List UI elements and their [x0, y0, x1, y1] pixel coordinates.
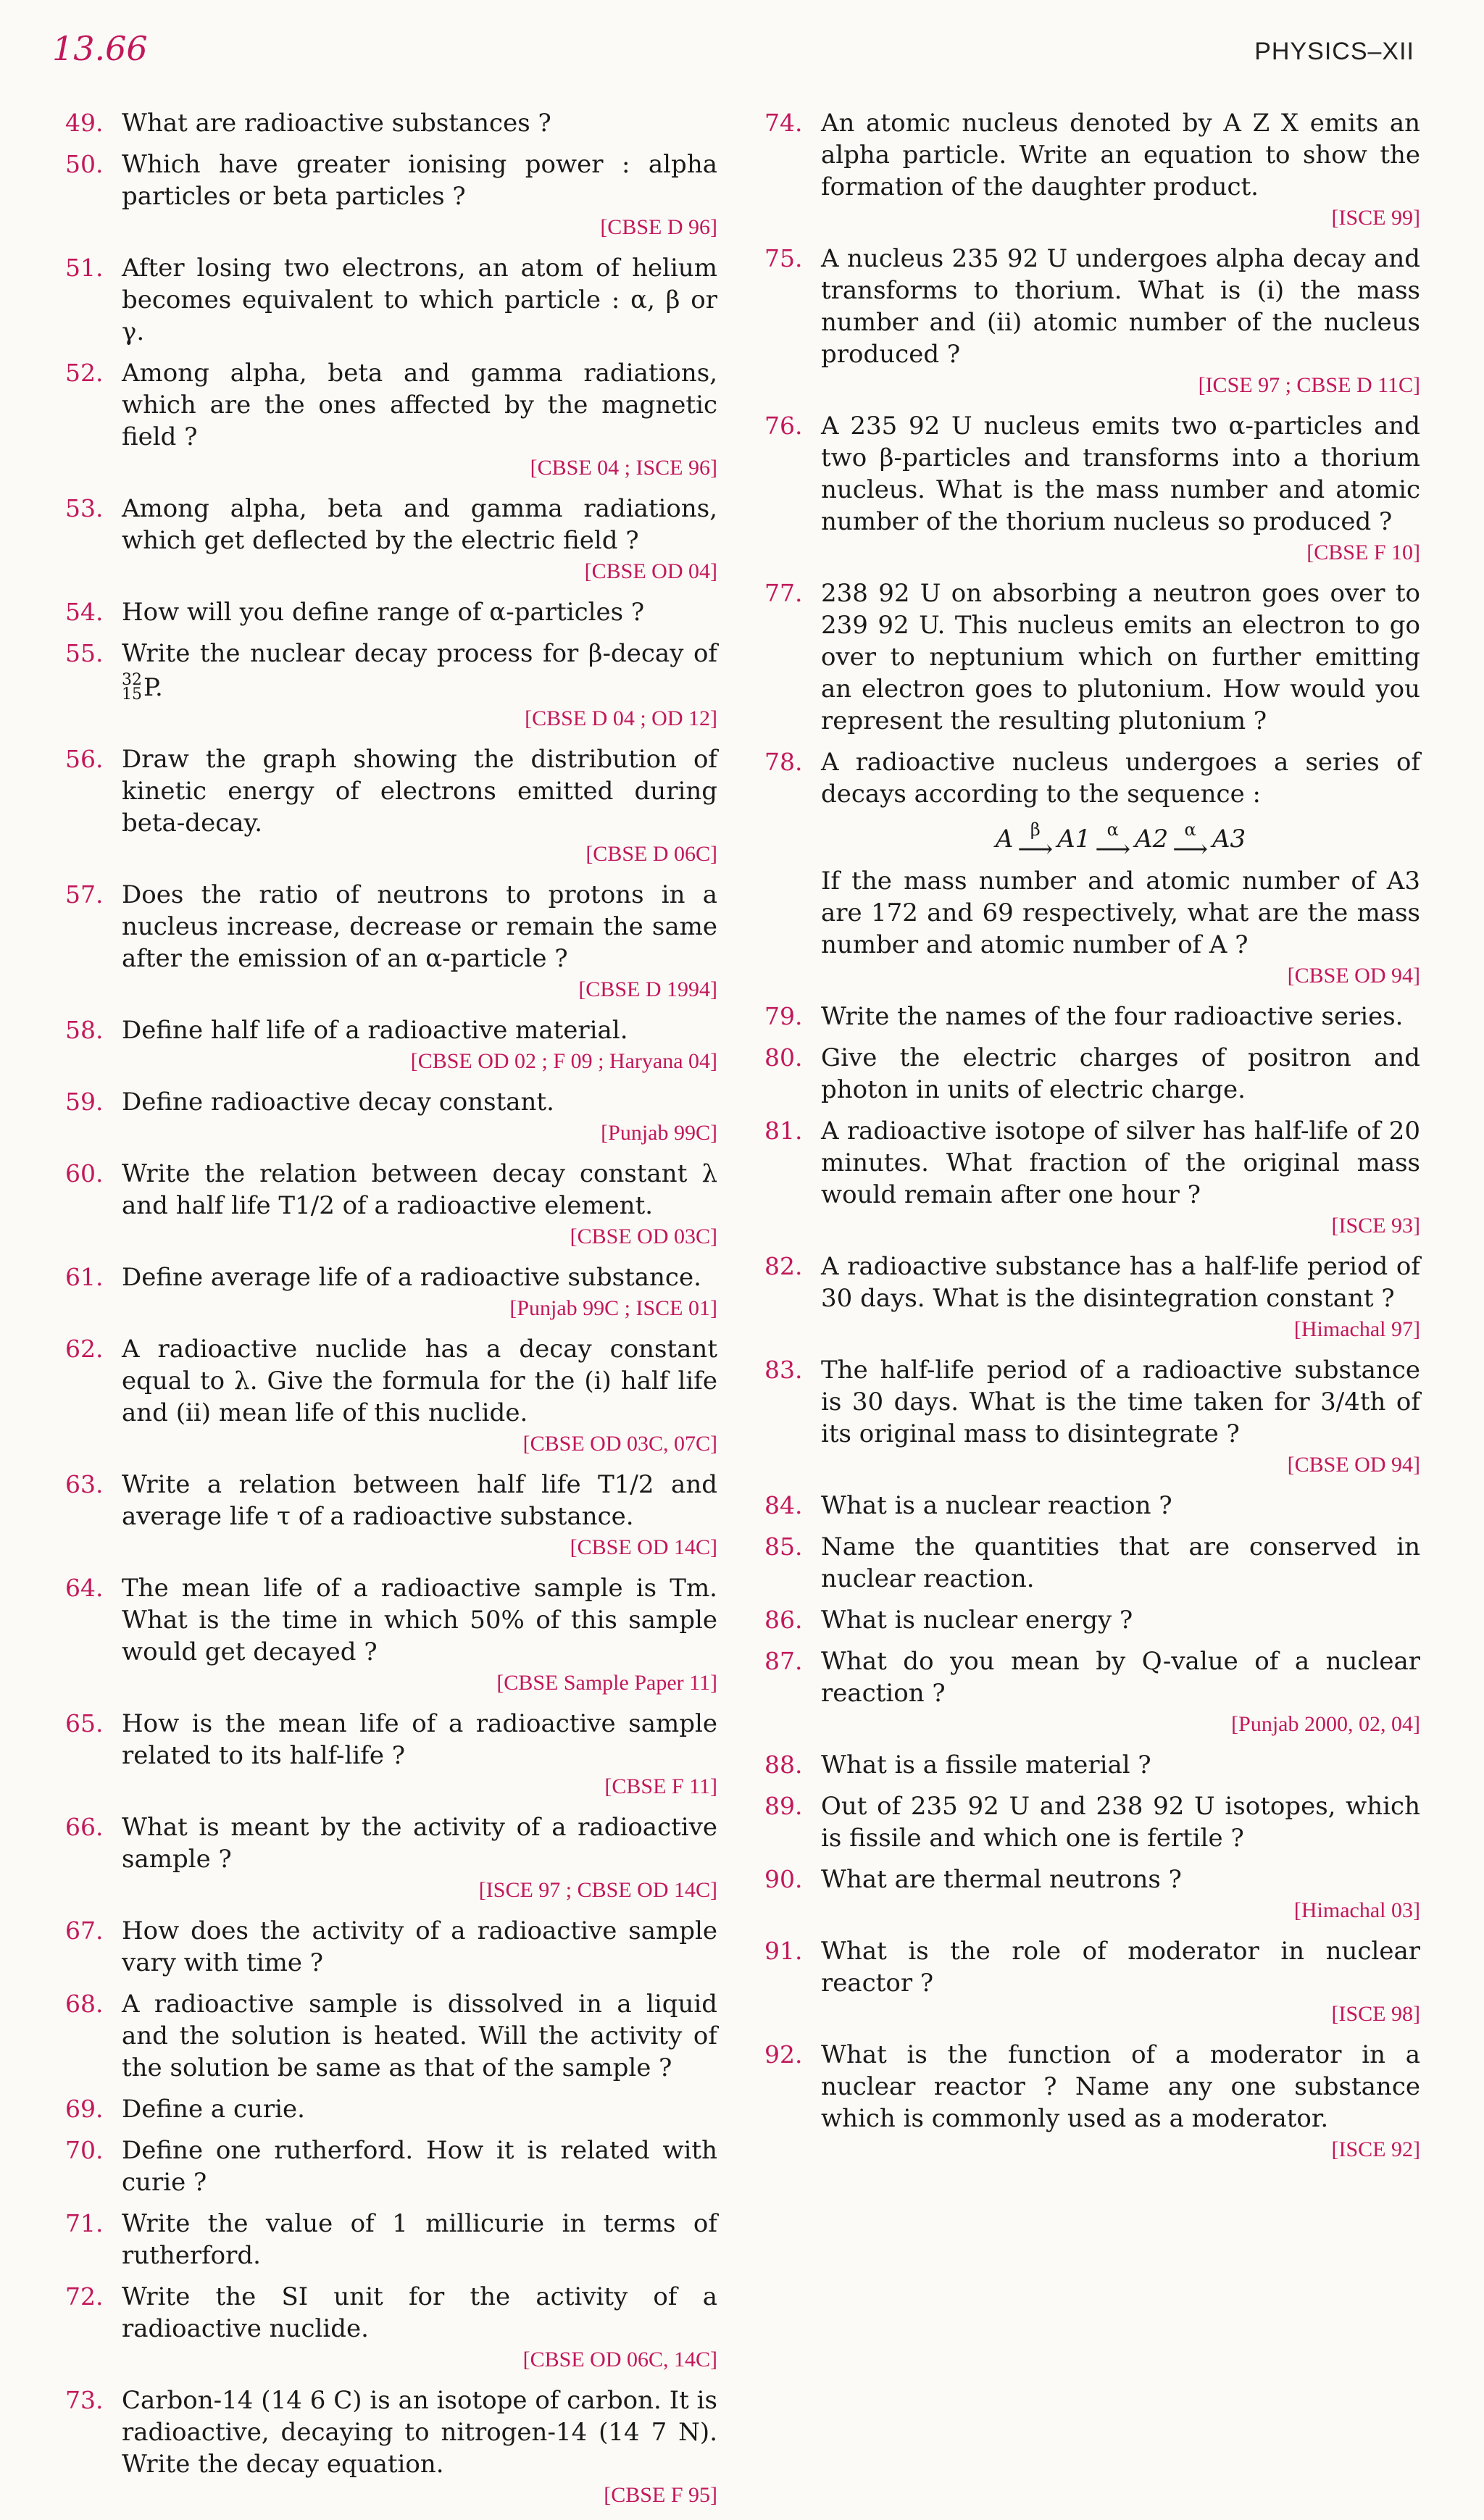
source-reference: [ICSE 97 ; CBSE D 11C]: [1198, 373, 1420, 397]
source-reference: [CBSE OD 94]: [1287, 1453, 1420, 1477]
question-number: 84.: [764, 1491, 803, 1519]
decay-sequence: [821, 817, 1420, 864]
question-item: [764, 2039, 1420, 2165]
book-title: PHYSICS–XII: [1254, 38, 1414, 65]
question-text: [122, 493, 717, 587]
question-item: [65, 879, 717, 1005]
source-reference: [CBSE D 06C]: [585, 842, 717, 866]
question-item: [764, 107, 1420, 233]
question-text: [122, 743, 717, 869]
question-number: 76.: [764, 412, 803, 440]
question-text: [122, 1158, 717, 1252]
question-item: [764, 1749, 1420, 1781]
question-body: Among alpha, beta and gamma radiations, which get deflected by the electric field ?: [122, 494, 717, 555]
question-body: The half-life period of a radioactive substance is 30 days. What is the time taken for 3/4th of its original mass to disintegrate ?: [821, 1356, 1420, 1448]
question-body: A radioactive nucleus undergoes a series of decays according to the sequence :: [821, 748, 1420, 809]
question-text: [821, 1251, 1420, 1345]
source-reference: [CBSE Sample Paper 11]: [496, 1671, 717, 1695]
question-body: Define average life of a radioactive substance.: [122, 1263, 701, 1292]
question-number: 87.: [764, 1647, 803, 1675]
question-text: [821, 1749, 1420, 1781]
nucleus-label: A: [995, 825, 1014, 854]
mass-number: 32: [122, 671, 142, 689]
question-body: A radioactive isotope of silver has half-life of 20 minutes. What fraction of the original mass would remain after one hour ?: [821, 1117, 1420, 1209]
question-item: [764, 1531, 1420, 1595]
question-item: [65, 1261, 717, 1324]
question-number: 69.: [65, 2095, 104, 2123]
question-number: 81.: [764, 1117, 803, 1145]
decay-type-label: α: [1184, 819, 1196, 840]
question-body: Define radioactive decay constant.: [122, 1088, 554, 1117]
question-body: A radioactive nuclide has a decay constant equal to λ. Give the formula for the (i) half life and (ii) mean life of this nuclide.: [122, 1335, 717, 1427]
question-text: [122, 1572, 717, 1698]
source-reference: [CBSE OD 06C, 14C]: [522, 2348, 717, 2371]
question-text: [821, 577, 1420, 737]
source-reference: [ISCE 93]: [1331, 1214, 1420, 1238]
element-symbol: P.: [143, 673, 163, 702]
question-item: [764, 577, 1420, 737]
question-body: What is the function of a moderator in a nuclear reactor ? Name any one substance which is commonly used as a moderator.: [821, 2040, 1420, 2133]
question-body: What is nuclear energy ?: [821, 1606, 1133, 1635]
question-body: The mean life of a radioactive sample is Tm. What is the time in which 50% of this sample would get decayed ?: [122, 1574, 717, 1666]
question-text: [122, 2135, 717, 2198]
question-text: [821, 1490, 1420, 1522]
question-item: [764, 1490, 1420, 1522]
question-item: [764, 1251, 1420, 1345]
question-item: [65, 596, 717, 628]
question-body: Does the ratio of neutrons to protons in a nucleus increase, decrease or remain the same after the emission of an α-particle ?: [122, 880, 717, 973]
question-text: [122, 638, 717, 734]
question-body: Carbon-14 (14 6 C) is an isotope of carbon. It is radioactive, decaying to nitrogen-14 (14 7 N). Write the decay equation.: [122, 2386, 717, 2479]
question-number: 55.: [65, 639, 104, 667]
source-reference: [CBSE OD 04]: [584, 559, 717, 583]
question-body: Write the nuclear decay process for β-decay of: [122, 639, 717, 668]
question-number: 54.: [65, 598, 104, 626]
question-item: [764, 1604, 1420, 1636]
question-text: [122, 1086, 717, 1148]
question-number: 53.: [65, 494, 104, 522]
question-text: [122, 1708, 717, 1802]
question-item: [65, 1572, 717, 1698]
question-number: 83.: [764, 1356, 803, 1384]
source-reference: [CBSE F 10]: [1306, 541, 1420, 564]
question-body: How will you define range of α-particles ?: [122, 598, 645, 627]
question-text: [122, 2385, 717, 2511]
question-body: A 235 92 U nucleus emits two α-particles and two β-particles and transforms into a thorium nucleus. What is the mass number and atomic number of the thorium nucleus so produced ?: [821, 412, 1420, 536]
question-number: 82.: [764, 1252, 803, 1280]
source-reference: [ISCE 99]: [1331, 206, 1420, 230]
question-text: [821, 1001, 1420, 1032]
question-text: [122, 2208, 717, 2271]
question-number: 74.: [764, 109, 803, 137]
question-body: Which have greater ionising power : alpha particles or beta particles ?: [122, 150, 717, 211]
question-item: [764, 1935, 1420, 2029]
question-item: [65, 149, 717, 243]
arrow-icon: ⟶: [1172, 835, 1208, 864]
nuclide-numbers: [122, 673, 142, 702]
question-body: What do you mean by Q-value of a nuclear reaction ?: [821, 1647, 1420, 1708]
question-text: [122, 107, 717, 139]
question-body: What is the role of moderator in nuclear reactor ?: [821, 1937, 1420, 1998]
question-number: 90.: [764, 1865, 803, 1893]
question-item: [65, 2281, 717, 2375]
question-body: 238 92 U on absorbing a neutron goes over to 239 92 U. This nucleus emits an electron to go over to neptunium which on further emitting an electron goes to plutonium. How would you represent the resulting plutonium ?: [821, 579, 1420, 735]
question-text: [821, 746, 1420, 991]
source-reference: [Punjab 99C]: [601, 1121, 717, 1145]
question-text: [821, 1935, 1420, 2029]
question-item: [65, 2135, 717, 2198]
nuclide-symbol: [122, 670, 163, 704]
question-text: [122, 252, 717, 348]
question-body: What is a nuclear reaction ?: [821, 1491, 1172, 1520]
source-reference: [CBSE OD 14C]: [570, 1535, 717, 1559]
source-reference: [CBSE D 1994]: [578, 977, 717, 1001]
question-text: [821, 2039, 1420, 2165]
question-body: Define a curie.: [122, 2095, 305, 2124]
question-item: [65, 107, 717, 139]
question-item: [764, 1115, 1420, 1241]
question-number: 68.: [65, 1990, 104, 2018]
question-body: Define half life of a radioactive material.: [122, 1016, 628, 1045]
question-text: [122, 149, 717, 243]
question-number: 57.: [65, 880, 104, 909]
decay-arrow: [1017, 819, 1054, 864]
question-item: [764, 1042, 1420, 1106]
question-number: 78.: [764, 748, 803, 776]
question-item: [764, 1001, 1420, 1032]
question-body: What is meant by the activity of a radioactive sample ?: [122, 1813, 717, 1874]
question-text: [821, 1115, 1420, 1241]
source-reference: [ISCE 92]: [1331, 2137, 1420, 2161]
question-item: [65, 252, 717, 348]
question-text: [122, 1333, 717, 1459]
question-item: [764, 746, 1420, 991]
question-body: What is a fissile material ?: [821, 1751, 1151, 1780]
question-number: 89.: [764, 1792, 803, 1820]
question-number: 56.: [65, 745, 104, 773]
question-text: [122, 2281, 717, 2375]
question-number: 49.: [65, 109, 104, 137]
question-number: 59.: [65, 1088, 104, 1116]
atomic-number: 15: [122, 685, 142, 704]
source-reference: [ISCE 98]: [1331, 2002, 1420, 2026]
question-item: [65, 1158, 717, 1252]
source-reference: [CBSE OD 94]: [1287, 964, 1420, 988]
question-body: Define one rutherford. How it is related with curie ?: [122, 2136, 717, 2197]
question-text: [122, 1261, 717, 1324]
question-body: A radioactive substance has a half-life period of 30 days. What is the disintegration constant ?: [821, 1252, 1420, 1313]
nucleus-label: A1: [1057, 825, 1091, 854]
question-item: [65, 638, 717, 734]
question-body: How is the mean life of a radioactive sample related to its half-life ?: [122, 1709, 717, 1770]
question-text: [821, 243, 1420, 401]
question-body: Write the value of 1 millicurie in terms of rutherford.: [122, 2209, 717, 2270]
source-reference: [CBSE F 11]: [604, 1774, 717, 1798]
source-reference: [Punjab 99C ; ISCE 01]: [509, 1296, 717, 1320]
question-body: Draw the graph showing the distribution of kinetic energy of electrons emitted during beta-decay.: [122, 745, 717, 838]
question-number: 64.: [65, 1574, 104, 1602]
question-item: [764, 1354, 1420, 1480]
question-body: Write a relation between half life T1/2 and average life τ of a radioactive substance.: [122, 1470, 717, 1531]
question-item: [65, 1811, 717, 1906]
question-text: [821, 1531, 1420, 1595]
source-reference: [CBSE OD 03C, 07C]: [522, 1432, 717, 1456]
question-number: 92.: [764, 2040, 803, 2069]
question-number: 61.: [65, 1263, 104, 1291]
question-body-continued: If the mass number and atomic number of A3 are 172 and 69 respectively, what are the mass number and atomic number of A ?: [821, 867, 1420, 959]
nucleus-label: A3: [1212, 825, 1246, 854]
question-text: [122, 1014, 717, 1077]
source-reference: [ISCE 97 ; CBSE OD 14C]: [478, 1878, 717, 1902]
question-number: 50.: [65, 150, 104, 178]
question-text: [821, 107, 1420, 233]
question-body: Write the SI unit for the activity of a radioactive nuclide.: [122, 2282, 717, 2343]
question-item: [65, 1708, 717, 1802]
question-body: Give the electric charges of positron and photon in units of electric charge.: [821, 1043, 1420, 1104]
question-text: [122, 1469, 717, 1563]
source-reference: [Himachal 03]: [1293, 1898, 1420, 1922]
question-item: [65, 1469, 717, 1563]
question-text: [122, 879, 717, 1005]
question-item: [764, 1645, 1420, 1740]
question-body: How does the activity of a radioactive sample vary with time ?: [122, 1916, 717, 1977]
question-number: 73.: [65, 2386, 104, 2414]
question-item: [65, 2385, 717, 2511]
arrow-icon: ⟶: [1095, 835, 1131, 864]
question-text: [122, 1811, 717, 1906]
question-item: [65, 1988, 717, 2084]
question-body: Name the quantities that are conserved in nuclear reaction.: [821, 1532, 1420, 1593]
question-number: 52.: [65, 359, 104, 387]
question-number: 60.: [65, 1159, 104, 1188]
question-item: [764, 1790, 1420, 1854]
question-text: [122, 1915, 717, 1979]
question-number: 63.: [65, 1470, 104, 1498]
question-body: What are thermal neutrons ?: [821, 1865, 1182, 1894]
question-item: [65, 2208, 717, 2271]
left-column: [65, 107, 717, 2520]
decay-arrow: [1095, 819, 1131, 864]
question-text: [122, 596, 717, 628]
question-number: 58.: [65, 1016, 104, 1044]
right-column: [764, 107, 1420, 2174]
question-body: Out of 235 92 U and 238 92 U isotopes, which is fissile and which one is fertile ?: [821, 1792, 1420, 1853]
question-number: 62.: [65, 1335, 104, 1363]
question-item: [65, 357, 717, 483]
question-text: [821, 1645, 1420, 1740]
question-number: 51.: [65, 254, 104, 282]
question-item: [764, 1864, 1420, 1926]
source-reference: [CBSE OD 03C]: [570, 1224, 717, 1248]
question-item: [65, 1086, 717, 1148]
question-item: [764, 243, 1420, 401]
nucleus-label: A2: [1135, 825, 1169, 854]
question-number: 91.: [764, 1937, 803, 1965]
question-number: 88.: [764, 1751, 803, 1779]
question-item: [65, 2093, 717, 2125]
question-body: An atomic nucleus denoted by A Z X emits an alpha particle. Write an equation to show the formation of the daughter product.: [821, 109, 1420, 201]
question-text: [821, 1042, 1420, 1106]
question-number: 66.: [65, 1813, 104, 1841]
question-body: A radioactive sample is dissolved in a liquid and the solution is heated. Will the activity of the solution be same as that of the sample ?: [122, 1990, 717, 2082]
question-body: Among alpha, beta and gamma radiations, which are the ones affected by the magnetic field ?: [122, 359, 717, 451]
source-reference: [Himachal 97]: [1293, 1317, 1420, 1341]
decay-type-label: α: [1106, 819, 1119, 840]
question-item: [65, 493, 717, 587]
question-number: 65.: [65, 1709, 104, 1737]
question-item: [65, 1915, 717, 1979]
question-item: [65, 1014, 717, 1077]
question-body: Write the names of the four radioactive series.: [821, 1002, 1404, 1031]
question-number: 70.: [65, 2136, 104, 2164]
question-number: 67.: [65, 1916, 104, 1945]
question-text: [821, 1864, 1420, 1926]
decay-arrow: [1172, 819, 1208, 864]
question-number: 86.: [764, 1606, 803, 1634]
question-item: [764, 410, 1420, 568]
question-number: 85.: [764, 1532, 803, 1561]
question-number: 80.: [764, 1043, 803, 1072]
question-body: Write the relation between decay constant λ and half life T1/2 of a radioactive element.: [122, 1159, 717, 1220]
page-header: [0, 29, 1484, 80]
question-body: What are radioactive substances ?: [122, 109, 551, 138]
question-text: [821, 1790, 1420, 1854]
question-number: 72.: [65, 2282, 104, 2311]
decay-type-label: β: [1030, 819, 1041, 840]
question-item: [65, 1333, 717, 1459]
source-reference: [CBSE D 96]: [600, 215, 717, 239]
page-number: 13.66: [52, 29, 148, 68]
question-body: A nucleus 235 92 U undergoes alpha decay and transforms to thorium. What is (i) the mass number and (ii) atomic number of the nucleus produced ?: [821, 244, 1420, 369]
question-text: [122, 1988, 717, 2084]
source-reference: [CBSE D 04 ; OD 12]: [525, 706, 717, 730]
question-text: [821, 410, 1420, 568]
source-reference: [CBSE 04 ; ISCE 96]: [530, 456, 717, 480]
source-reference: [Punjab 2000, 02, 04]: [1231, 1712, 1420, 1736]
question-number: 77.: [764, 579, 803, 607]
arrow-icon: ⟶: [1017, 835, 1054, 864]
question-number: 75.: [764, 244, 803, 272]
source-reference: [CBSE F 95]: [604, 2483, 717, 2507]
question-number: 71.: [65, 2209, 104, 2237]
question-text: [122, 2093, 717, 2125]
question-text: [821, 1354, 1420, 1480]
question-item: [65, 743, 717, 869]
source-reference: [CBSE OD 02 ; F 09 ; Haryana 04]: [410, 1049, 717, 1073]
question-body: After losing two electrons, an atom of helium becomes equivalent to which particle : α, β or γ.: [122, 254, 717, 346]
question-text: [821, 1604, 1420, 1636]
question-number: 79.: [764, 1002, 803, 1030]
question-text: [122, 357, 717, 483]
